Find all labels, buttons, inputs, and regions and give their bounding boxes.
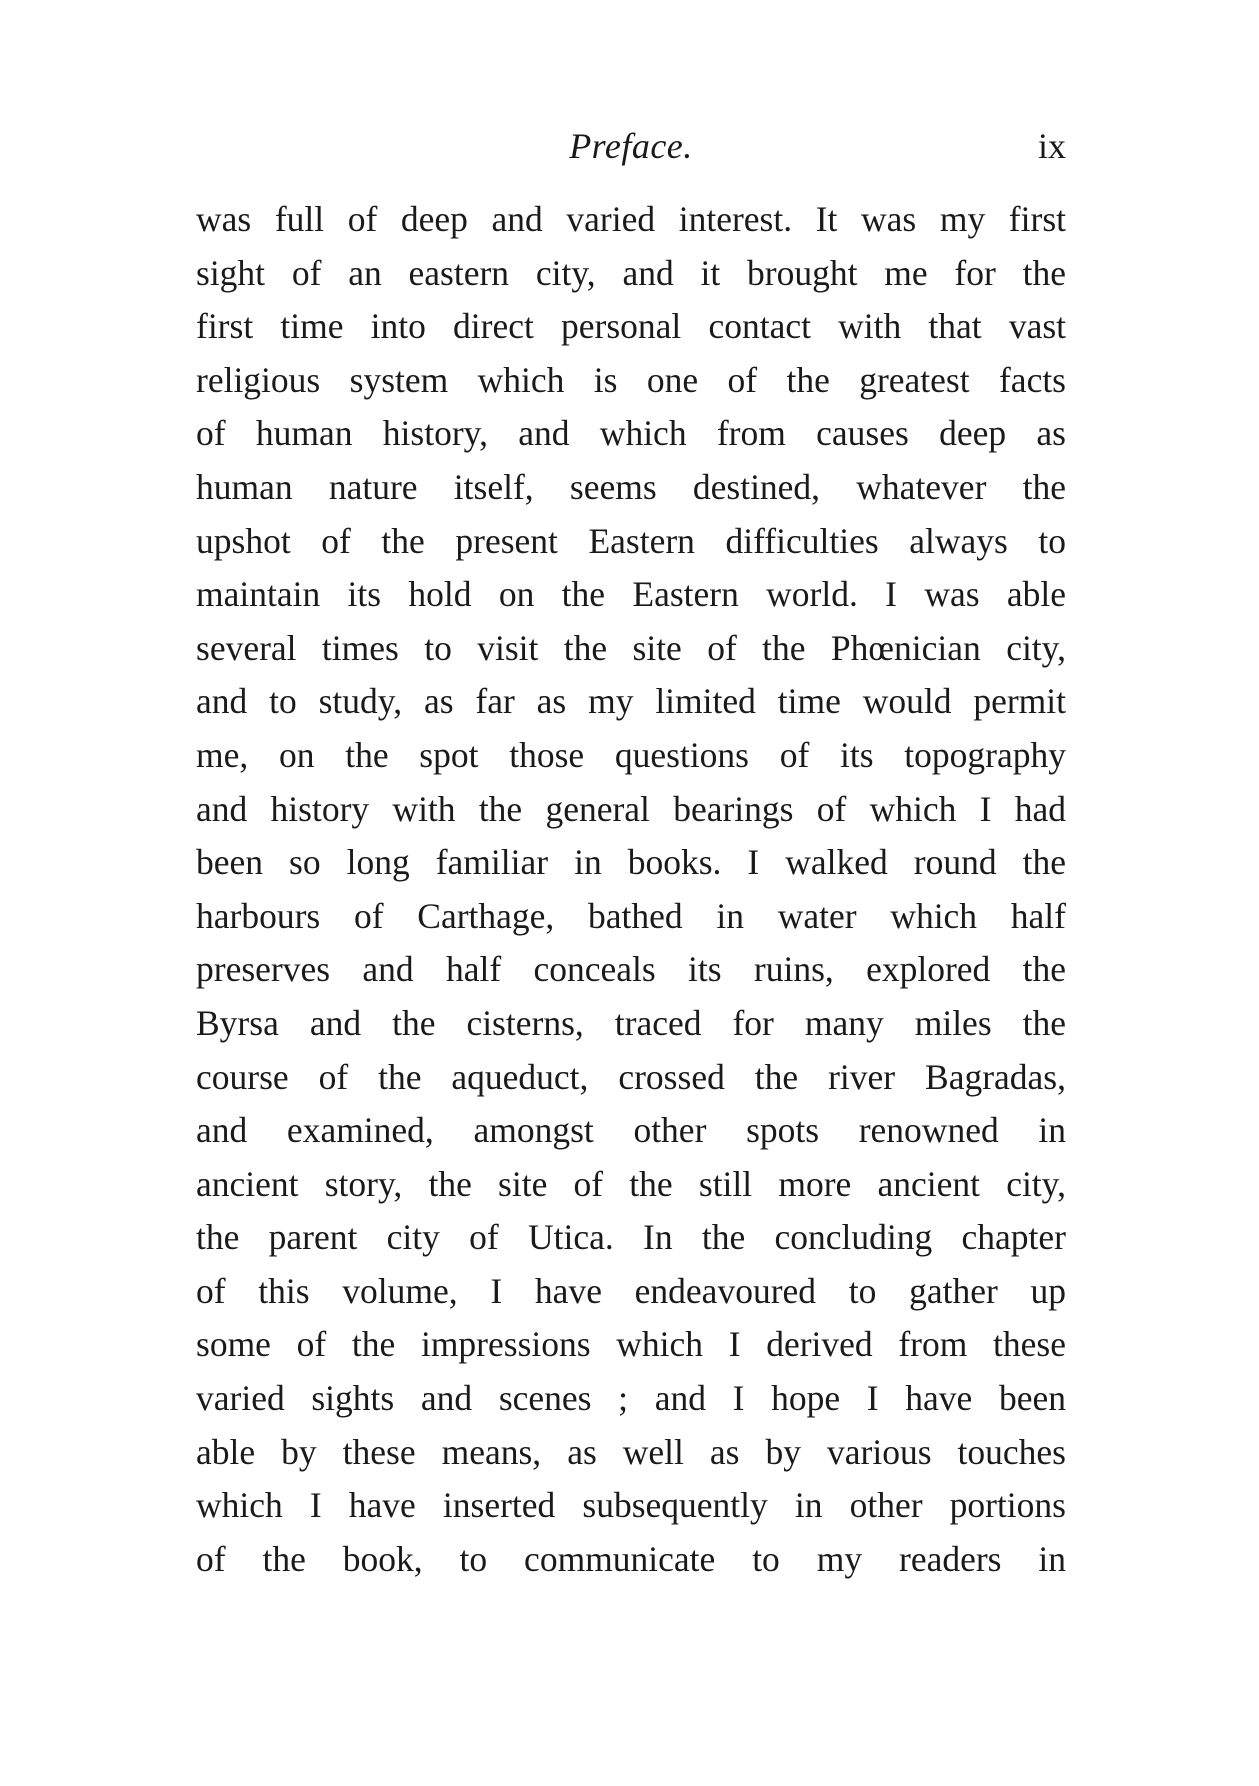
- text-line: harbours of Carthage, bathed in water which half: [196, 895, 1066, 936]
- text-line: ancient story, the site of the still more ancient city,: [196, 1163, 1066, 1204]
- text-line: Byrsa and the cisterns, traced for many miles the: [196, 1002, 1066, 1043]
- text-line: of the book, to communicate to my readers in: [196, 1538, 1066, 1579]
- text-line: which I have inserted subsequently in other portions: [196, 1485, 1066, 1526]
- text-line: preserves and half conceals its ruins, explored the: [196, 949, 1066, 990]
- text-line: and history with the general bearings of which I had: [196, 788, 1066, 829]
- text-line: religious system which is one of the greatest facts: [196, 359, 1066, 400]
- text-line: was full of deep and varied interest. It was my first: [196, 199, 1066, 239]
- text-line: of this volume, I have endeavoured to gather up: [196, 1270, 1066, 1311]
- text-line: several times to visit the site of the Phœnician city,: [196, 627, 1066, 668]
- text-line: varied sights and scenes ; and I hope I have been: [196, 1378, 1066, 1419]
- text-line: the parent city of Utica. In the concluding chapter: [196, 1217, 1066, 1258]
- text-line: sight of an eastern city, and it brought me for the: [196, 252, 1066, 293]
- text-line: some of the impressions which I derived from these: [196, 1324, 1066, 1365]
- text-line: and to study, as far as my limited time would permit: [196, 681, 1066, 722]
- text-line: first time into direct personal contact with that vast: [196, 306, 1066, 347]
- page-number: ix: [1037, 126, 1066, 166]
- text-line: able by these means, as well as by various touches: [196, 1431, 1066, 1472]
- text-line: upshot of the present Eastern difficulties always to: [196, 520, 1066, 561]
- text-line: me, on the spot those questions of its topography: [196, 734, 1066, 775]
- text-line: human nature itself, seems destined, whatever the: [196, 466, 1066, 507]
- text-line: maintain its hold on the Eastern world. I was able: [196, 574, 1066, 615]
- running-title: Preface.: [569, 126, 693, 166]
- body-text: [196, 193, 1066, 1586]
- text-line: course of the aqueduct, crossed the river Bagradas,: [196, 1056, 1066, 1097]
- text-line: been so long familiar in books. I walked round the: [196, 842, 1066, 883]
- running-head: [196, 118, 1066, 174]
- text-line: of human history, and which from causes deep as: [196, 413, 1066, 454]
- text-line: and examined, amongst other spots renowned in: [196, 1110, 1066, 1151]
